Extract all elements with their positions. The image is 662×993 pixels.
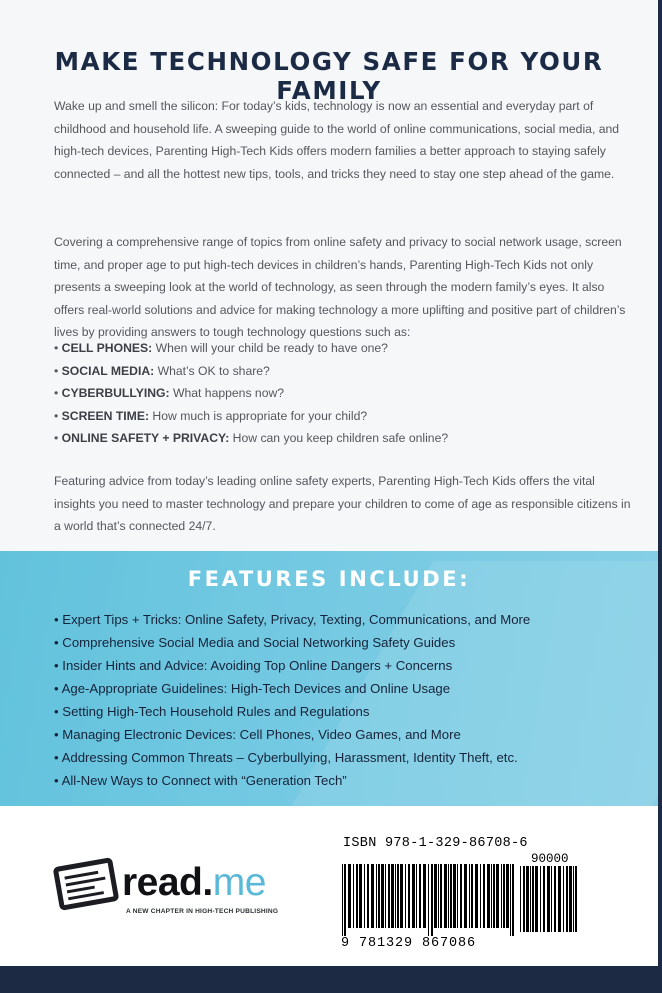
intro-paragraph: Wake up and smell the silicon: For today’s kids, technology is now an essential and everyday part of childhood and household life. A sweeping guide to the world of online communications, social media, and high-tech devices, Parenting High-Tech Kids offers modern families a better approach to staying safely connected – and all the hottest new tips, tools, and tricks they need to stay one step ahead of the game. <box>54 99 620 181</box>
question-term: ONLINE SAFETY + PRIVACY: <box>61 431 230 445</box>
question-item <box>54 405 634 428</box>
footer-band <box>0 966 658 993</box>
bullet: • <box>54 386 59 400</box>
feature-item <box>54 700 644 723</box>
bullet: • <box>54 681 59 696</box>
bullet: • <box>54 635 59 650</box>
logo-wordmark <box>122 860 266 906</box>
bullet: • <box>54 727 59 742</box>
question-item <box>54 337 634 360</box>
question-text: What happens now? <box>172 386 285 400</box>
question-term: CELL PHONES: <box>61 341 153 355</box>
barcode-number: 9 781329 867086 <box>341 936 477 951</box>
question-item <box>54 360 634 383</box>
feature-item <box>54 746 644 769</box>
bullet: • <box>54 431 59 445</box>
question-text: How much is appropriate for your child? <box>152 408 368 423</box>
topics-paragraph: Covering a comprehensive range of topics from online safety and privacy to social network usage, screen time, and proper age to put high-tech devices in children’s hands, Parenting High-Tech Kids not only presents a sweeping look at the world of technology, as seen through the modern family’s eyes. It also offers real-world solutions and advice for making technology a more uplifting and positive part of children’s lives by providing answers to tough technology questions such as: <box>54 235 626 339</box>
feature-text: Addressing Common Threats – Cyberbullying, Harassment, Identity Theft, etc. <box>61 750 518 765</box>
isbn-barcode <box>341 836 589 956</box>
features-section <box>0 551 658 806</box>
features-list <box>54 608 644 792</box>
publisher-logo <box>54 856 294 926</box>
question-item <box>54 427 634 450</box>
feature-text: Setting High-Tech Household Rules and Regulations <box>62 704 370 719</box>
feature-item <box>54 677 644 700</box>
feature-item <box>54 654 644 677</box>
question-term: SOCIAL MEDIA: <box>61 363 155 378</box>
logo-word-read: read <box>122 861 203 904</box>
bullet: • <box>54 612 59 627</box>
barcode-addon-bars <box>519 866 579 940</box>
feature-text: Expert Tips + Tricks: Online Safety, Privacy, Texting, Communications, and More <box>62 612 531 627</box>
feature-item <box>54 631 644 654</box>
feature-text: Comprehensive Social Media and Social Networking Safety Guides <box>62 635 456 650</box>
bullet: • <box>54 773 59 788</box>
bullet: • <box>54 341 59 355</box>
barcode-bars <box>341 864 517 936</box>
publisher-section <box>0 806 658 966</box>
feature-item <box>54 723 644 746</box>
feature-text: Managing Electronic Devices: Cell Phones, Video Games, and More <box>62 727 461 742</box>
price-code: 90000 <box>531 852 569 866</box>
feature-item <box>54 769 644 792</box>
questions-list <box>54 337 634 450</box>
bullet: • <box>54 408 59 423</box>
question-term: CYBERBULLYING: <box>61 386 170 400</box>
feature-item <box>54 608 644 631</box>
isbn-text: ISBN 978-1-329-86708-6 <box>343 836 528 851</box>
bullet: • <box>54 704 59 719</box>
logo-dot: . <box>202 861 213 904</box>
question-item <box>54 382 634 405</box>
spine-edge <box>658 0 662 993</box>
question-text: What’s OK to share? <box>157 363 270 378</box>
bullet: • <box>54 750 59 765</box>
bullet: • <box>54 658 59 673</box>
closing-paragraph: Featuring advice from today’s leading online safety experts, Parenting High-Tech Kids offers the vital insights you need to master technology and prepare your children to come of age as responsible citizens in a world that’s connected 24/7. <box>54 474 631 533</box>
feature-text: Age-Appropriate Guidelines: High-Tech Devices and Online Usage <box>61 681 451 696</box>
features-title: FEATURES INCLUDE: <box>187 567 471 591</box>
question-term: SCREEN TIME: <box>61 408 150 423</box>
bullet: • <box>54 363 59 378</box>
question-text: How can you keep children safe online? <box>232 431 449 445</box>
logo-tagline: A NEW CHAPTER IN HIGH-TECH PUBLISHING <box>126 908 279 915</box>
headline: MAKE TECHNOLOGY SAFE FOR YOUR FAMILY <box>54 47 604 105</box>
feature-text: All-New Ways to Connect with “Generation Tech” <box>61 773 347 788</box>
logo-word-me: me <box>212 861 266 904</box>
question-text: When will your child be ready to have one? <box>155 341 388 355</box>
feature-text: Insider Hints and Advice: Avoiding Top Online Dangers + Concerns <box>62 658 453 673</box>
tablet-icon <box>53 857 120 911</box>
